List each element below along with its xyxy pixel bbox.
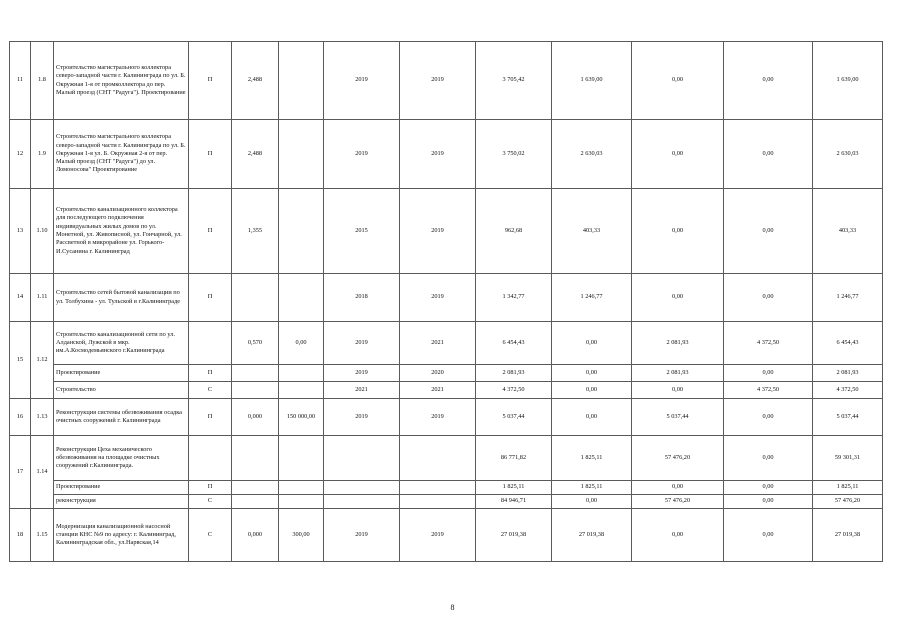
row-end-year: 2019 bbox=[400, 42, 476, 120]
row-code: 1.8 bbox=[31, 42, 54, 120]
subrow-capacity bbox=[279, 495, 324, 509]
row-description: Строительство сетей бытовой канализации по ул. Толбухина - ул. Тульской в г.Калининграде bbox=[54, 274, 189, 322]
row-funding-1: 403,33 bbox=[552, 189, 632, 274]
row-funding-1: 0,00 bbox=[552, 322, 632, 365]
row-description: Строительство канализационного коллектора для последующего подключения индивидуальных жилых домов по ул. Монетной, ул. Живописной, ул. Гончарной, ул. Рассветной в микрорайоне ул. Горького- И.Сусанина г. Калининград bbox=[54, 189, 189, 274]
row-length: 0,000 bbox=[232, 509, 279, 562]
table-row bbox=[10, 399, 883, 436]
subrow-type: С bbox=[189, 495, 232, 509]
table-subrow bbox=[10, 495, 883, 509]
row-funding-1: 27 019,38 bbox=[552, 509, 632, 562]
subrow-funding-2: 0,00 bbox=[632, 481, 724, 495]
row-total-cost: 5 037,44 bbox=[476, 399, 552, 436]
row-length: 2,488 bbox=[232, 42, 279, 120]
row-end-year: 2019 bbox=[400, 120, 476, 189]
subrow-funding-1: 0,00 bbox=[552, 382, 632, 399]
subrow-start-year: 2021 bbox=[324, 382, 400, 399]
row-number: 15 bbox=[10, 322, 31, 399]
row-total-cost: 3 705,42 bbox=[476, 42, 552, 120]
row-type: П bbox=[189, 42, 232, 120]
row-end-year: 2019 bbox=[400, 399, 476, 436]
row-start-year: 2019 bbox=[324, 399, 400, 436]
row-funding-1: 2 630,03 bbox=[552, 120, 632, 189]
row-funding-3: 0,00 bbox=[724, 42, 813, 120]
subrow-end-year: 2021 bbox=[400, 382, 476, 399]
row-description: Строительство магистрального коллектора северо-западной части г. Калининграда по ул. Б. Окружная 1-я от промколлектора до пер. Малый проезд (СНТ "Радуга"). Проектирование bbox=[54, 42, 189, 120]
row-number: 13 bbox=[10, 189, 31, 274]
subrow-funding-1: 0,00 bbox=[552, 495, 632, 509]
row-total-cost: 6 454,43 bbox=[476, 322, 552, 365]
subrow-total-cost: 4 372,50 bbox=[476, 382, 552, 399]
row-funding-2: 2 081,93 bbox=[632, 322, 724, 365]
row-funding-total: 403,33 bbox=[813, 189, 883, 274]
row-funding-2: 0,00 bbox=[632, 120, 724, 189]
row-start-year: 2019 bbox=[324, 509, 400, 562]
subrow-funding-2: 57 476,20 bbox=[632, 495, 724, 509]
row-length: 0,570 bbox=[232, 322, 279, 365]
table-subrow bbox=[10, 481, 883, 495]
row-type: П bbox=[189, 120, 232, 189]
page-number: 8 bbox=[450, 603, 455, 612]
subrow-type: С bbox=[189, 382, 232, 399]
row-funding-3: 0,00 bbox=[724, 120, 813, 189]
row-funding-total: 59 301,31 bbox=[813, 436, 883, 481]
row-total-cost: 1 342,77 bbox=[476, 274, 552, 322]
subrow-funding-total: 4 372,50 bbox=[813, 382, 883, 399]
subrow-funding-3: 0,00 bbox=[724, 495, 813, 509]
subrow-length bbox=[232, 495, 279, 509]
row-total-cost: 86 771,82 bbox=[476, 436, 552, 481]
row-capacity bbox=[279, 189, 324, 274]
row-funding-total: 1 639,00 bbox=[813, 42, 883, 120]
row-capacity bbox=[279, 274, 324, 322]
row-funding-1: 0,00 bbox=[552, 399, 632, 436]
row-description: Модернизация канализационной насосной станции КНС №9 по адресу: г. Калининград, Калининградская обл., ул.Нарвская,14 bbox=[54, 509, 189, 562]
row-type: П bbox=[189, 274, 232, 322]
table-row bbox=[10, 509, 883, 562]
row-capacity: 150 000,00 bbox=[279, 399, 324, 436]
row-length: 1,355 bbox=[232, 189, 279, 274]
row-funding-total: 5 037,44 bbox=[813, 399, 883, 436]
subrow-funding-total: 1 825,11 bbox=[813, 481, 883, 495]
row-capacity: 0,00 bbox=[279, 322, 324, 365]
row-funding-1: 1 639,00 bbox=[552, 42, 632, 120]
row-code: 1.9 bbox=[31, 120, 54, 189]
row-number: 17 bbox=[10, 436, 31, 509]
subrow-funding-total: 2 081,93 bbox=[813, 365, 883, 382]
row-description: Реконструкция Цеха механического обезвоживания на площадке очистных сооружений г.Калининграда. bbox=[54, 436, 189, 481]
row-number: 18 bbox=[10, 509, 31, 562]
subrow-start-year bbox=[324, 495, 400, 509]
row-length bbox=[232, 274, 279, 322]
table-subrow bbox=[10, 382, 883, 399]
subrow-funding-2: 0,00 bbox=[632, 382, 724, 399]
row-code: 1.11 bbox=[31, 274, 54, 322]
table-row bbox=[10, 120, 883, 189]
table-subrow bbox=[10, 365, 883, 382]
row-funding-3: 4 372,50 bbox=[724, 322, 813, 365]
row-type: П bbox=[189, 189, 232, 274]
table-row bbox=[10, 274, 883, 322]
row-start-year: 2015 bbox=[324, 189, 400, 274]
row-length: 0,000 bbox=[232, 399, 279, 436]
row-funding-3: 0,00 bbox=[724, 509, 813, 562]
row-end-year: 2021 bbox=[400, 322, 476, 365]
subrow-funding-1: 0,00 bbox=[552, 365, 632, 382]
subrow-start-year: 2019 bbox=[324, 365, 400, 382]
row-number: 16 bbox=[10, 399, 31, 436]
row-code: 1.14 bbox=[31, 436, 54, 509]
row-capacity bbox=[279, 42, 324, 120]
subrow-capacity bbox=[279, 481, 324, 495]
row-funding-2: 0,00 bbox=[632, 189, 724, 274]
row-funding-3: 0,00 bbox=[724, 436, 813, 481]
subrow-end-year bbox=[400, 495, 476, 509]
subrow-funding-total: 57 476,20 bbox=[813, 495, 883, 509]
row-funding-2: 0,00 bbox=[632, 274, 724, 322]
subrow-length bbox=[232, 481, 279, 495]
subrow-funding-2: 2 081,93 bbox=[632, 365, 724, 382]
row-funding-1: 1 825,11 bbox=[552, 436, 632, 481]
table-row bbox=[10, 189, 883, 274]
subrow-start-year bbox=[324, 481, 400, 495]
table-row bbox=[10, 322, 883, 365]
subrow-end-year: 2020 bbox=[400, 365, 476, 382]
row-funding-2: 0,00 bbox=[632, 42, 724, 120]
row-number: 11 bbox=[10, 42, 31, 120]
subrow-description: Проектирование bbox=[54, 481, 189, 495]
row-capacity bbox=[279, 120, 324, 189]
row-start-year: 2019 bbox=[324, 120, 400, 189]
row-funding-2: 57 476,20 bbox=[632, 436, 724, 481]
row-total-cost: 3 750,02 bbox=[476, 120, 552, 189]
subrow-description: реконструкция bbox=[54, 495, 189, 509]
row-length: 2,488 bbox=[232, 120, 279, 189]
table-row bbox=[10, 42, 883, 120]
row-funding-3: 0,00 bbox=[724, 274, 813, 322]
subrow-capacity bbox=[279, 382, 324, 399]
subrow-funding-3: 0,00 bbox=[724, 365, 813, 382]
row-number: 12 bbox=[10, 120, 31, 189]
row-capacity bbox=[279, 436, 324, 481]
subrow-length bbox=[232, 382, 279, 399]
row-description: Реконструкция системы обезвоживания осадка очистных сооружений г. Калининграда bbox=[54, 399, 189, 436]
subrow-length bbox=[232, 365, 279, 382]
row-total-cost: 27 019,38 bbox=[476, 509, 552, 562]
row-type bbox=[189, 322, 232, 365]
subrow-funding-1: 1 825,11 bbox=[552, 481, 632, 495]
subrow-type: П bbox=[189, 481, 232, 495]
subrow-total-cost: 1 825,11 bbox=[476, 481, 552, 495]
subrow-funding-3: 4 372,50 bbox=[724, 382, 813, 399]
row-start-year: 2018 bbox=[324, 274, 400, 322]
row-funding-total: 2 630,03 bbox=[813, 120, 883, 189]
row-start-year: 2019 bbox=[324, 322, 400, 365]
row-code: 1.15 bbox=[31, 509, 54, 562]
subrow-total-cost: 84 946,71 bbox=[476, 495, 552, 509]
subrow-description: Проектирование bbox=[54, 365, 189, 382]
row-end-year: 2019 bbox=[400, 189, 476, 274]
subrow-type: П bbox=[189, 365, 232, 382]
row-end-year: 2019 bbox=[400, 274, 476, 322]
row-funding-total: 6 454,43 bbox=[813, 322, 883, 365]
subrow-description: Строительство bbox=[54, 382, 189, 399]
row-code: 1.12 bbox=[31, 322, 54, 399]
row-code: 1.13 bbox=[31, 399, 54, 436]
subrow-end-year bbox=[400, 481, 476, 495]
row-type bbox=[189, 436, 232, 481]
row-end-year bbox=[400, 436, 476, 481]
row-funding-3: 0,00 bbox=[724, 189, 813, 274]
table-row bbox=[10, 436, 883, 481]
row-length bbox=[232, 436, 279, 481]
row-start-year: 2019 bbox=[324, 42, 400, 120]
subrow-funding-3: 0,00 bbox=[724, 481, 813, 495]
row-description: Строительство канализационной сети по ул. Алданской, Лужской в мкр. им.А.Космодемьянского г.Калининграда bbox=[54, 322, 189, 365]
row-funding-2: 0,00 bbox=[632, 509, 724, 562]
row-end-year: 2019 bbox=[400, 509, 476, 562]
row-funding-2: 5 037,44 bbox=[632, 399, 724, 436]
row-capacity: 300,00 bbox=[279, 509, 324, 562]
row-description: Строительство магистрального коллектора северо-западной части г. Калининграда по ул. Б. Окружная 1-я ул. Б. Окружная 2-я от пер. Малый проезд (СНТ "Радуга") до ул. Ломоносова" Проектирование bbox=[54, 120, 189, 189]
row-total-cost: 962,68 bbox=[476, 189, 552, 274]
row-funding-total: 27 019,38 bbox=[813, 509, 883, 562]
row-number: 14 bbox=[10, 274, 31, 322]
row-start-year bbox=[324, 436, 400, 481]
row-type: С bbox=[189, 509, 232, 562]
investment-table bbox=[9, 41, 883, 562]
row-code: 1.10 bbox=[31, 189, 54, 274]
subrow-total-cost: 2 081,93 bbox=[476, 365, 552, 382]
row-funding-3: 0,00 bbox=[724, 399, 813, 436]
row-funding-total: 1 246,77 bbox=[813, 274, 883, 322]
subrow-capacity bbox=[279, 365, 324, 382]
row-type: П bbox=[189, 399, 232, 436]
row-funding-1: 1 246,77 bbox=[552, 274, 632, 322]
